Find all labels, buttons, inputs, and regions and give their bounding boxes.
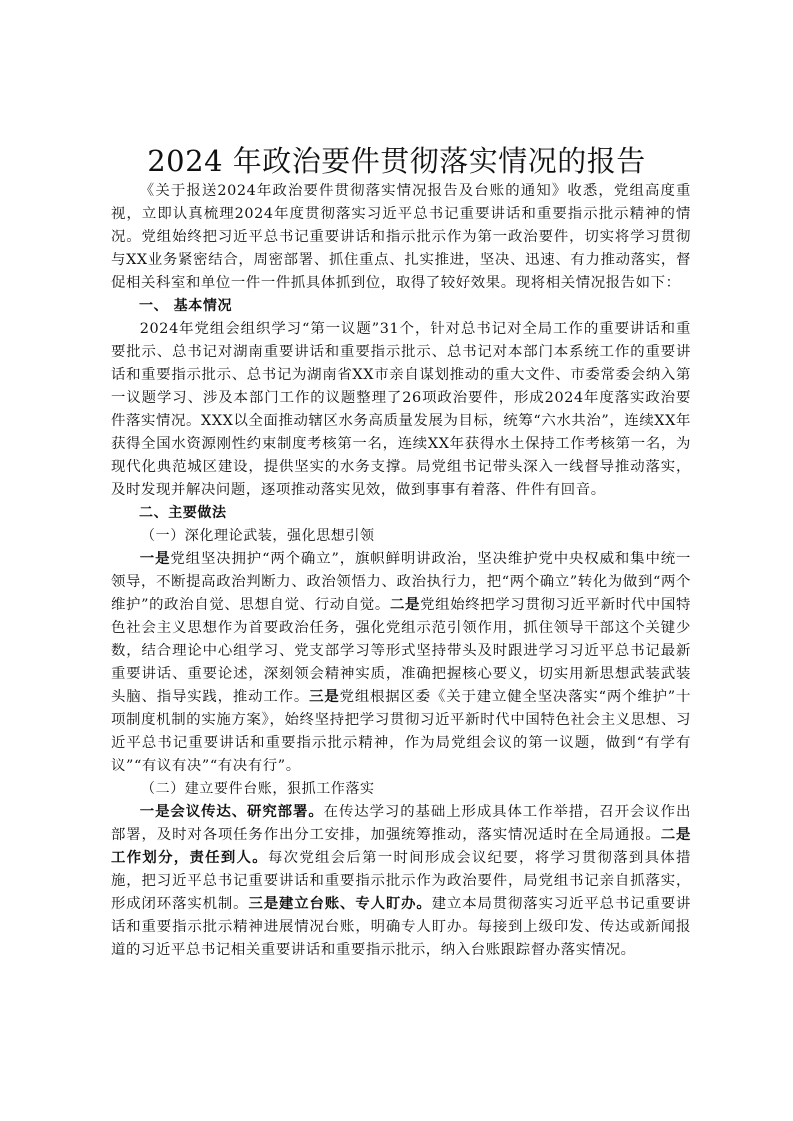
intro-paragraph: 《关于报送2024年政治要件贯彻落实情况报告及台账的通知》收悉，党组高度重视，立即认真梳理2024年度贯彻落实习近平总书记重要讲话和重要指示批示精神的情况。党组始终把习近平总书记重要讲话和指示批示作为第一政治要件，切实将学习贯彻与XX业务紧密结合，周密部署、抓住重点、扎实推进，坚决、迅速、有力推动落实，督促相关科室和单位一件一件抓具体抓到位，取得了较好效果。现将相关情况报告如下： (111, 183, 691, 291)
point-3-text: 党组根据区委《关于建立健全坚决落实“两个维护”十项制度机制的实施方案》，始终坚持把学习贯彻习近平新时代中国特色社会主义思想、习近平总书记重要讲话和重要指示批示精神，作为局党组会议的第一议题，做到“有学有议”“有议有决”“有决有行”。 (111, 689, 691, 774)
measure-2-lead: 二是工作划分，责任到人。 (111, 827, 691, 866)
point-1-lead: 一是 (139, 551, 171, 567)
point-3-lead: 三是 (309, 689, 340, 705)
point-2-text: 党组始终把学习贯彻习近平新时代中国特色社会主义思想作为首要政治任务，强化党组示范引领作用，抓住领导干部这个关键少数，结合理论中心组学习、党支部学习等形式坚持带头及时跟进学习习近平总书记最新重要讲话、重要论述，深刻领会精神实质，准确把握核心要义，切实用新思想武装武装头脑、指导实践，推动工作。 (111, 597, 691, 705)
subsection-2-paragraph (111, 801, 691, 962)
document-body (111, 180, 691, 962)
section-1-paragraph: 2024年党组会组织学习“第一议题”31个，针对总书记对全局工作的重要讲话和重要批示、总书记对湖南重要讲话和重要指示批示、总书记对本部门本系统工作的重要讲话和重要指示批示、总书记为湖南省XX市亲自谋划推动的重大文件、市委常委会纳入第一议题学习、涉及本部门工作的议题整理了26项政治要件，形成2024年度落实政治要件落实情况。XXX以全面推动辖区水务高质量发展为目标，统筹“六水共治”，连续XX年获得全国水资源刚性约束制度考核第一名，连续XX年获得水土保持工作考核第一名，为现代化典范城区建设，提供坚实的水务支撑。局党组书记带头深入一线督导推动落实，及时发现并解决问题，逐项推动落实见效，做到事事有着落、件件有回音。 (111, 321, 691, 498)
section-2-heading: 二、主要做法 (139, 505, 227, 521)
measure-2-text: 每次党组会后第一时间形成会议纪要，将学习贯彻落到具体措施，把习近平总书记重要讲话和重要指示批示作为政治要件，局党组书记亲自抓落实，形成闭环落实机制。 (111, 850, 691, 912)
subsection-1-paragraph (111, 548, 691, 778)
point-2-lead: 二是 (389, 597, 421, 613)
measure-1-lead: 一是会议传达、研究部署。 (139, 804, 324, 820)
point-1-text: 党组坚决拥护“两个确立”，旗帜鲜明讲政治，坚决维护党中央权威和集中统一领导，不断提高政治判断力、政治领悟力、政治执行力，把“两个确立”转化为做到“两个维护”的政治自觉、思想自觉、行动自觉。 (111, 551, 692, 613)
section-1-heading: 一、 基本情况 (139, 298, 233, 314)
measure-1-text: 在传达学习的基础上形成具体工作举措，召开会议作出部署，及时对各项任务作出分工安排，加强统筹推动，落实情况适时在全局通报。 (111, 804, 691, 843)
document-title: 2024 年政治要件贯彻落实情况的报告 (147, 144, 646, 178)
subsection-2-heading: （二）建立要件台账，狠抓工作落实 (141, 781, 375, 797)
subsection-1-heading: （一）深化理论武装，强化思想引领 (141, 528, 375, 544)
measure-3-lead: 三是建立台账、专人盯办。 (248, 896, 432, 912)
measure-3-text: 建立本局贯彻落实习近平总书记重要讲话和重要指示批示精神进展情况台账，明确专人盯办。每接到上级印发、传达或新闻报道的习近平总书记相关重要讲话和重要指示批示，纳入台账跟踪督办落实情况。 (111, 896, 692, 958)
